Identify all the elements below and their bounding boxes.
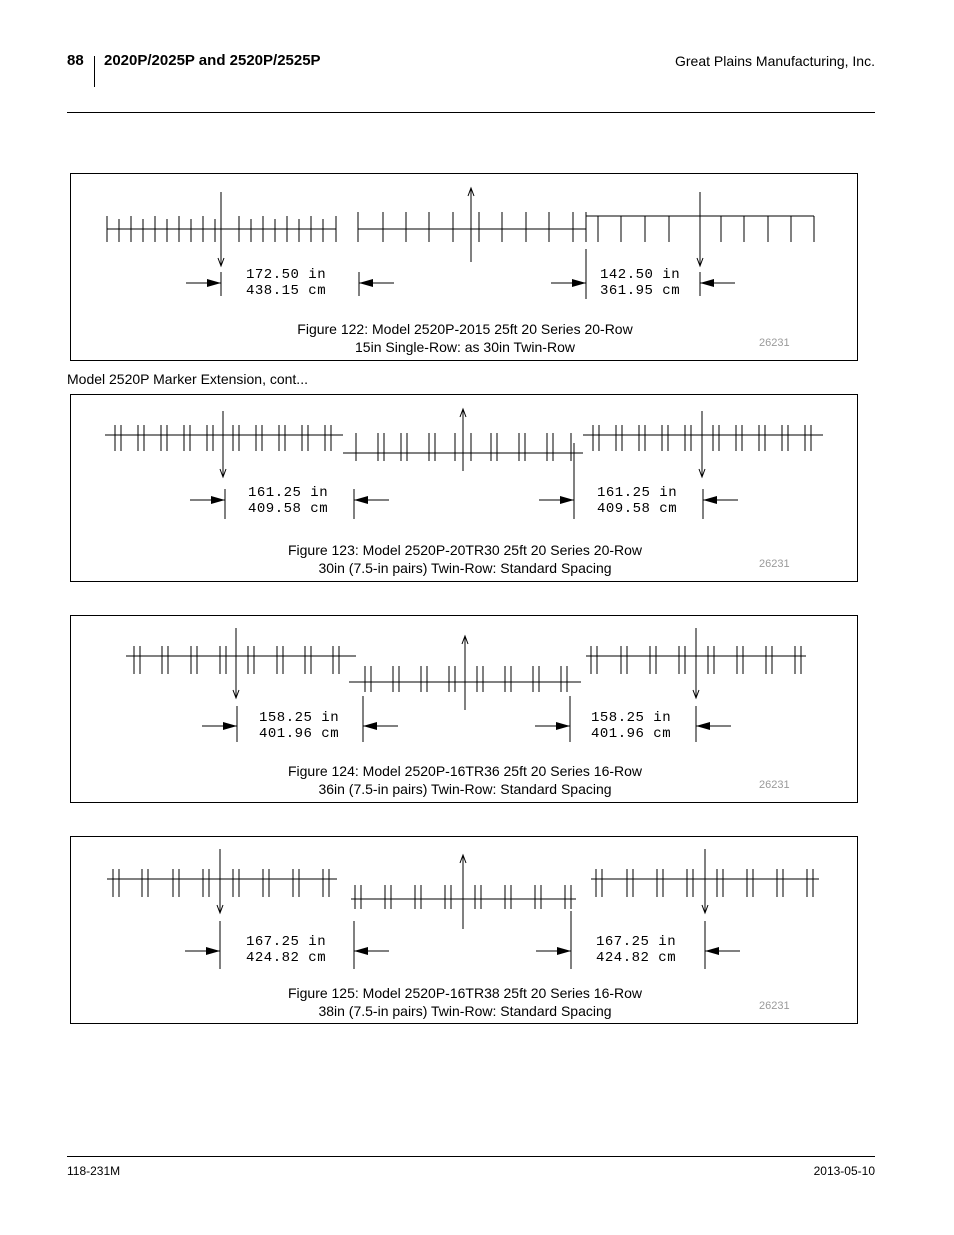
header-rule: [67, 112, 875, 113]
revision-date: 2013-05-10: [813, 1164, 875, 1178]
figure-reference-number: 26231: [759, 558, 790, 570]
figure-122: [70, 173, 858, 361]
footer-rule: [67, 1156, 875, 1157]
figure-caption: Figure 123: Model 2520P-20TR30 25ft 20 Series 20-Row 30in (7.5-in pairs) Twin-Row: Standard Spacing: [287, 542, 643, 576]
figure-124: [70, 615, 858, 803]
header-divider: [94, 56, 95, 87]
figure-caption: Figure 124: Model 2520P-16TR36 25ft 20 Series 16-Row 36in (7.5-in pairs) Twin-Row: Standard Spacing: [287, 763, 643, 797]
part-number: 118-231M: [67, 1164, 121, 1178]
right-dimension: 167.25 in 424.82 cm: [596, 934, 677, 966]
page-number: 88: [67, 52, 84, 69]
figure-reference-number: 26231: [759, 337, 790, 349]
company-name: Great Plains Manufacturing, Inc.: [675, 53, 875, 69]
section-note: Model 2520P Marker Extension, cont...: [67, 371, 308, 387]
figure-125: [70, 836, 858, 1024]
figure-123: [70, 394, 858, 582]
right-dimension: 161.25 in 409.58 cm: [597, 485, 678, 517]
figure-reference-number: 26231: [759, 779, 790, 791]
figure-caption: Figure 122: Model 2520P-2015 25ft 20 Series 20-Row 15in Single-Row: as 30in Twin-Row: [297, 321, 633, 355]
left-dimension: 167.25 in 424.82 cm: [246, 934, 327, 966]
left-dimension: 158.25 in 401.96 cm: [259, 710, 340, 742]
left-dimension: 161.25 in 409.58 cm: [248, 485, 329, 517]
right-dimension: 158.25 in 401.96 cm: [591, 710, 672, 742]
figure-caption: Figure 125: Model 2520P-16TR38 25ft 20 Series 16-Row 38in (7.5-in pairs) Twin-Row: Standard Spacing: [287, 985, 643, 1019]
left-dimension: 172.50 in 438.15 cm: [246, 267, 327, 299]
figure-reference-number: 26231: [759, 1000, 790, 1012]
right-dimension: 142.50 in 361.95 cm: [600, 267, 681, 299]
document-title: 2020P/2025P and 2520P/2525P: [104, 52, 321, 69]
